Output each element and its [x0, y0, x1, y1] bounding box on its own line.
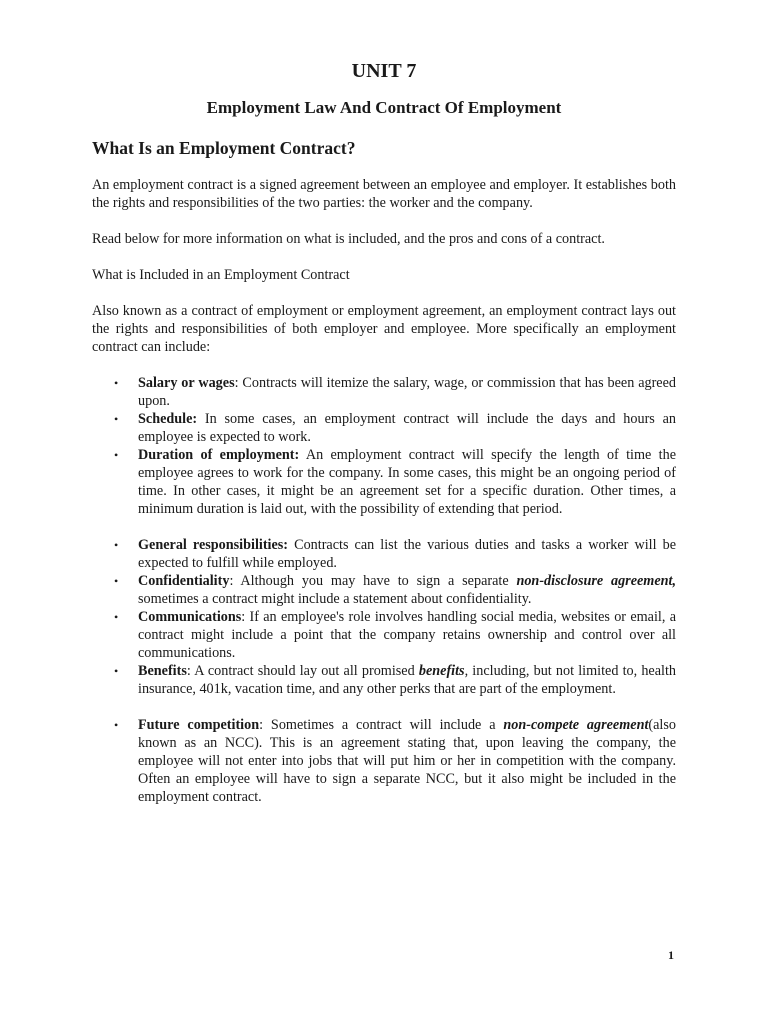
item-text: : Although you may have to sign a separate: [229, 573, 517, 589]
document-body: [92, 176, 676, 806]
item-text: : If an employee's role involves handling social media, websites or email, a contract might include a point that the company retains ownership and control over all communications.: [138, 609, 676, 661]
list-item-general-responsibilities: [92, 536, 676, 572]
item-term: Schedule:: [138, 411, 198, 427]
list-item-communications: [92, 608, 676, 662]
list-item-duration: [92, 446, 676, 518]
list-item-benefits: [92, 662, 676, 698]
list-item-schedule: [92, 410, 676, 446]
item-text: In some cases, an employment contract will include the days and hours an employee is expected to work.: [138, 411, 676, 445]
contract-items-list: [92, 374, 676, 806]
list-item-salary: [92, 374, 676, 410]
read-below-paragraph: Read below for more information on what is included, and the pros and cons of a contract.: [92, 231, 605, 247]
item-text: , including, but not limited to, health insurance, 401k, vacation time, and any other perks that are part of the employment.: [138, 663, 677, 697]
item-text: Contracts can list the various duties and tasks a worker will be expected to fulfill while employed.: [138, 537, 676, 571]
item-text: : A contract should lay out all promised: [186, 663, 419, 679]
item-emphasis: non-disclosure agreement,: [516, 573, 676, 589]
item-text: An employment contract will specify the length of time the employee agrees to work for the company. In some cases, this might be an ongoing period of time. In other cases, it might be an agreement set for a specific duration. Other times, a minimum duration is laid out, with the possibility of extending that period.: [138, 447, 676, 517]
page-number: 1: [668, 948, 674, 962]
section-heading: What Is an Employment Contract?: [92, 138, 356, 158]
item-emphasis: benefits: [418, 663, 465, 679]
item-term: General responsibilities:: [138, 537, 289, 553]
item-emphasis: non-compete agreement: [503, 717, 649, 733]
item-term: Benefits: [138, 663, 187, 679]
list-item-confidentiality: [92, 572, 676, 608]
item-term: Duration of employment:: [138, 447, 300, 463]
item-term: Communications: [138, 609, 242, 625]
item-text: : Contracts will itemize the salary, wage, or commission that has been agreed upon.: [138, 375, 676, 409]
item-text: sometimes a contract might include a statement about confidentiality.: [138, 591, 532, 607]
item-term: Confidentiality: [138, 573, 230, 589]
list-item-future-competition: [92, 716, 676, 806]
item-term: Salary or wages: [138, 375, 235, 391]
item-term: Future competition: [138, 717, 260, 733]
unit-title: UNIT 7: [351, 60, 417, 82]
item-text: (also known as an NCC). This is an agreement stating that, upon leaving the company, the employee will not enter into jobs that will put him or her in competition with the company. Often an employee will have to sign a separate NCC, but it also might be included in the employment contract.: [138, 717, 676, 805]
subheading-included: What is Included in an Employment Contract: [92, 267, 350, 283]
also-known-paragraph: Also known as a contract of employment or employment agreement, an employment contract lays out the rights and responsibilities of both employer and employee. More specifically an employment contract can include:: [92, 303, 676, 355]
item-text: : Sometimes a contract will include a: [259, 717, 504, 733]
document-title: Employment Law And Contract Of Employment: [206, 98, 562, 117]
intro-paragraph: An employment contract is a signed agreement between an employee and employer. It establishes both the rights and responsibilities of the two parties: the worker and the company.: [92, 177, 676, 211]
